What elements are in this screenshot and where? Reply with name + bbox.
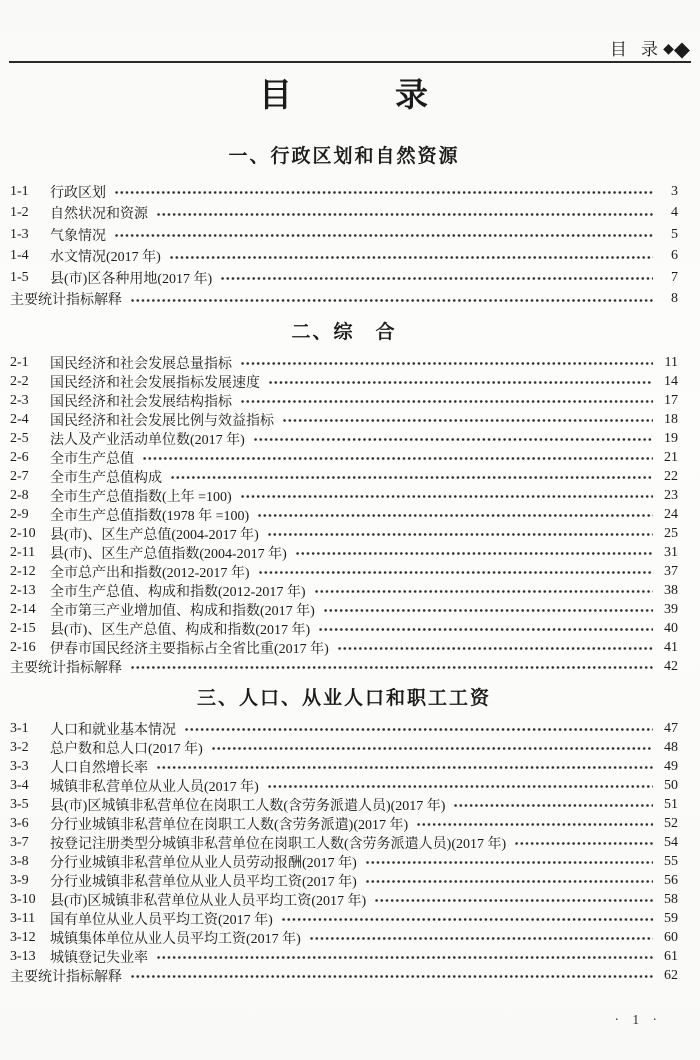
toc-item-title: 国民经济和社会发展指标发展速度 [50, 375, 260, 391]
toc-item-title: 县(市)区城镇非私营单位从业人员平均工资(2017 年) [50, 893, 367, 909]
dot-leader [240, 486, 653, 505]
toc-item-page: 7 [671, 269, 678, 285]
toc-row [10, 890, 678, 909]
toc-row [10, 246, 678, 268]
running-header [610, 39, 690, 60]
toc-item-title: 县(市)、区生产总值、构成和指数(2017 年) [50, 622, 311, 638]
toc-item-number: 2-16 [10, 639, 36, 655]
toc-item-page: 54 [664, 834, 678, 850]
dot-leader [374, 890, 653, 909]
dot-leader [156, 203, 653, 225]
toc-row [10, 448, 678, 467]
toc-item-number: 3-12 [10, 929, 36, 945]
toc-item-page: 19 [664, 430, 678, 446]
toc-item-page: 49 [664, 758, 678, 774]
section-rows [10, 353, 678, 676]
toc-item-title: 全市生产总值、构成和指数(2012-2017 年) [50, 584, 306, 600]
toc-item-number: 3-8 [10, 853, 29, 869]
dot-leader [365, 852, 653, 871]
toc-item-title: 全市第三产业增加值、构成和指数(2017 年) [50, 603, 315, 619]
toc-row [10, 224, 678, 246]
toc-item-title: 全市生产总值指数(1978 年 =100) [50, 508, 250, 524]
toc-row [10, 795, 678, 814]
toc-item-title: 水文情况(2017 年) [50, 250, 161, 266]
toc-item-page: 4 [671, 205, 678, 221]
dot-leader [314, 581, 654, 600]
toc-item-number: 2-15 [10, 620, 36, 636]
toc-item-title: 国民经济和社会发展总量指标 [50, 356, 232, 372]
toc-item-page: 52 [664, 815, 678, 831]
toc-row [10, 467, 678, 486]
toc-item-number: 2-14 [10, 601, 36, 617]
dot-leader [169, 246, 653, 268]
toc-section [10, 686, 678, 985]
toc-item-page: 58 [664, 891, 678, 907]
toc-item-number: 3-9 [10, 872, 29, 888]
dot-leader [114, 181, 653, 203]
dot-leader [295, 543, 653, 562]
toc-row [10, 638, 678, 657]
toc-item-title: 法人及产业活动单位数(2017 年) [50, 432, 245, 448]
section-rows [10, 719, 678, 985]
toc-row [10, 581, 678, 600]
toc-row [10, 267, 678, 289]
toc-item-number: 3-4 [10, 777, 29, 793]
toc-row [10, 562, 678, 581]
toc-item-title: 国民经济和社会发展比例与效益指标 [50, 413, 274, 429]
section-rows [10, 181, 678, 310]
toc-item-page: 14 [664, 373, 678, 389]
dot-leader [309, 928, 653, 947]
dot-leader [142, 448, 653, 467]
toc-row [10, 719, 678, 738]
toc-item-title: 县(市)、区生产总值指数(2004-2017 年) [50, 546, 287, 562]
toc-item-page: 21 [664, 449, 678, 465]
toc-item-title: 分行业城镇非私营单位在岗职工人数(含劳务派遣)(2017 年) [50, 817, 409, 833]
toc-item-page: 41 [664, 639, 678, 655]
toc-item-number: 2-6 [10, 449, 29, 465]
dot-leader [156, 757, 653, 776]
toc-item-page: 40 [664, 620, 678, 636]
toc-row [10, 181, 678, 203]
dot-leader [323, 600, 653, 619]
page-title: 目 录 [259, 78, 429, 114]
folio-page-number: · 1 · [614, 1012, 662, 1027]
toc-item-page: 50 [664, 777, 678, 793]
toc-item-number: 2-9 [10, 506, 29, 522]
dot-leader [240, 391, 653, 410]
toc-row [10, 871, 678, 890]
dot-leader [130, 657, 653, 676]
toc-item-number: 2-12 [10, 563, 36, 579]
toc-item-title: 主要统计指标解释 [10, 969, 122, 985]
toc-sections [10, 144, 678, 985]
toc-row [10, 505, 678, 524]
toc-item-page: 17 [664, 392, 678, 408]
dot-leader [267, 776, 653, 795]
toc-row [10, 486, 678, 505]
toc-item-page: 56 [664, 872, 678, 888]
toc-item-page: 48 [664, 739, 678, 755]
toc-row [10, 372, 678, 391]
toc-row [10, 524, 678, 543]
dot-leader [257, 505, 653, 524]
toc-item-number: 3-11 [10, 910, 36, 926]
toc-item-title: 县(市)区各种用地(2017 年) [50, 271, 213, 287]
dot-leader [184, 719, 653, 738]
section-heading: 二、综 合 [291, 322, 397, 343]
toc-item-page: 18 [664, 411, 678, 427]
dot-leader [220, 267, 653, 289]
toc-item-title: 县(市)、区生产总值(2004-2017 年) [50, 527, 259, 543]
toc-item-number: 3-6 [10, 815, 29, 831]
toc-row [10, 928, 678, 947]
dot-leader [453, 795, 653, 814]
toc-item-title: 伊春市国民经济主要指标占全省比重(2017 年) [50, 641, 329, 657]
toc-item-title: 全市生产总值构成 [50, 470, 162, 486]
toc-item-page: 5 [671, 226, 678, 242]
toc-item-page: 42 [664, 658, 678, 674]
toc-item-page: 23 [664, 487, 678, 503]
toc-row [10, 814, 678, 833]
toc-item-title: 主要统计指标解释 [10, 660, 122, 676]
toc-item-title: 分行业城镇非私营单位从业人员平均工资(2017 年) [50, 874, 357, 890]
toc-item-page: 31 [664, 544, 678, 560]
toc-item-number: 1-5 [10, 269, 29, 285]
toc-item-page: 38 [664, 582, 678, 598]
toc-item-number: 3-1 [10, 720, 29, 736]
toc-row [10, 600, 678, 619]
toc-item-number: 2-7 [10, 468, 29, 484]
toc-item-number: 2-5 [10, 430, 29, 446]
dot-leader [156, 947, 653, 966]
toc-item-number: 3-5 [10, 796, 29, 812]
dot-leader [253, 429, 653, 448]
toc-item-number: 1-3 [10, 226, 29, 242]
dot-leader [268, 372, 653, 391]
dot-leader [114, 224, 653, 246]
toc-item-title: 全市总产出和指数(2012-2017 年) [50, 565, 250, 581]
toc-item-number: 2-10 [10, 525, 36, 541]
toc-item-title: 全市生产总值指数(上年 =100) [50, 489, 232, 505]
toc-section [10, 144, 678, 310]
toc-row [10, 833, 678, 852]
section-heading: 一、行政区划和自然资源 [228, 146, 460, 167]
toc-item-number: 3-7 [10, 834, 29, 850]
toc-item-number: 1-4 [10, 248, 29, 264]
toc-item-title: 总户数和总人口(2017 年) [50, 741, 203, 757]
dot-leader [240, 353, 653, 372]
toc-row [10, 657, 678, 676]
toc-row [10, 852, 678, 871]
dot-leader [416, 814, 653, 833]
toc-row [10, 966, 678, 985]
toc-item-title: 分行业城镇非私营单位从业人员劳动报酬(2017 年) [50, 855, 357, 871]
toc-item-title: 全市生产总值 [50, 451, 134, 467]
toc-row [10, 947, 678, 966]
dot-leader [514, 833, 653, 852]
toc-item-page: 25 [664, 525, 678, 541]
toc-item-page: 60 [664, 929, 678, 945]
toc-section [10, 320, 678, 676]
diamond-large-icon: ◆ [673, 37, 690, 61]
toc-item-page: 11 [664, 354, 678, 370]
section-heading: 三、人口、从业人口和职工工资 [196, 688, 491, 709]
dot-leader [211, 738, 653, 757]
running-header-label: 目 录 [609, 40, 664, 59]
dot-leader [130, 966, 653, 985]
toc-item-number: 3-3 [10, 758, 29, 774]
toc-item-title: 主要统计指标解释 [10, 293, 122, 309]
toc-item-title: 行政区划 [50, 185, 106, 201]
dot-leader [130, 289, 653, 311]
toc-item-title: 自然状况和资源 [50, 207, 148, 223]
toc-item-page: 47 [664, 720, 678, 736]
toc-item-page: 6 [671, 248, 678, 264]
toc-item-page: 55 [664, 853, 678, 869]
toc-item-page: 3 [671, 183, 678, 199]
toc-row [10, 429, 678, 448]
toc-item-number: 2-2 [10, 373, 29, 389]
toc-item-title: 按登记注册类型分城镇非私营单位在岗职工人数(含劳务派遣人员)(2017 年) [50, 836, 507, 852]
toc-row [10, 776, 678, 795]
toc-item-page: 51 [664, 796, 678, 812]
toc-row [10, 757, 678, 776]
toc-item-title: 城镇登记失业率 [50, 950, 148, 966]
toc-item-title: 城镇集体单位从业人员平均工资(2017 年) [50, 931, 301, 947]
toc-row [10, 619, 678, 638]
toc-item-page: 61 [664, 948, 678, 964]
toc-item-number: 1-2 [10, 205, 29, 221]
toc-item-page: 62 [664, 967, 678, 983]
toc-row [10, 353, 678, 372]
dot-leader [318, 619, 653, 638]
toc-row [10, 289, 678, 311]
toc-item-number: 3-10 [10, 891, 36, 907]
toc-item-page: 37 [664, 563, 678, 579]
dot-leader [281, 909, 653, 928]
toc-row [10, 738, 678, 757]
toc-row [10, 203, 678, 225]
toc-item-title: 国民经济和社会发展结构指标 [50, 394, 232, 410]
dot-leader [337, 638, 653, 657]
toc-row [10, 909, 678, 928]
header-rule [9, 61, 691, 63]
toc-item-page: 39 [664, 601, 678, 617]
toc-item-number: 2-8 [10, 487, 29, 503]
toc-row [10, 410, 678, 429]
toc-row [10, 391, 678, 410]
toc-item-number: 2-4 [10, 411, 29, 427]
toc-item-title: 城镇非私营单位从业人员(2017 年) [50, 779, 259, 795]
toc-item-title: 国有单位从业人员平均工资(2017 年) [50, 912, 273, 928]
toc-item-number: 2-3 [10, 392, 29, 408]
toc-item-page: 24 [664, 506, 678, 522]
toc-item-title: 人口自然增长率 [50, 760, 148, 776]
dot-leader [170, 467, 653, 486]
diamond-small-icon: ◆ [663, 42, 674, 57]
toc-item-number: 3-13 [10, 948, 36, 964]
toc-item-page: 59 [664, 910, 678, 926]
dot-leader [365, 871, 653, 890]
dot-leader [267, 524, 653, 543]
toc-item-number: 2-11 [10, 544, 36, 560]
toc-item-number: 3-2 [10, 739, 29, 755]
toc-item-page: 22 [664, 468, 678, 484]
dot-leader [282, 410, 653, 429]
toc-item-title: 人口和就业基本情况 [50, 722, 176, 738]
toc-item-number: 2-13 [10, 582, 36, 598]
toc-row [10, 543, 678, 562]
toc-item-number: 1-1 [10, 183, 29, 199]
toc-item-title: 气象情况 [50, 228, 106, 244]
toc-item-title: 县(市)区城镇非私营单位在岗职工人数(含劳务派遣人员)(2017 年) [50, 798, 446, 814]
toc-item-page: 8 [671, 291, 678, 307]
toc-item-number: 2-1 [10, 354, 29, 370]
dot-leader [258, 562, 654, 581]
